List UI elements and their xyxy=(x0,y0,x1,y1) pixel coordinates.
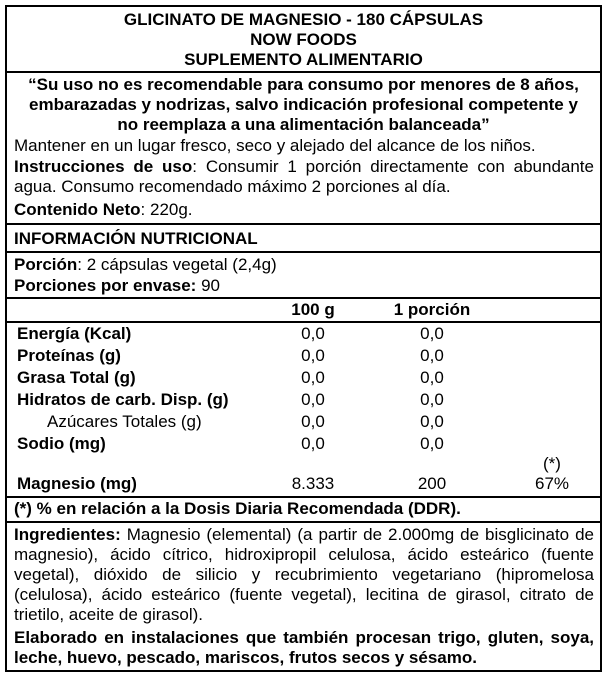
value-portion: 0,0 xyxy=(420,412,444,431)
portion-line xyxy=(7,255,600,275)
nutrient-name: Proteínas (g) xyxy=(17,346,121,365)
warning-text: “Su uso no es recomendable para consumo por menores de 8 años, embarazadas y nodrizas, salvo indicación profesional competente y no reemplaza a una alimentación balanceada” xyxy=(28,75,579,134)
value-ddr: 67% xyxy=(534,474,570,493)
nutrient-name: Sodio (mg) xyxy=(17,434,106,453)
col-100g: 100 g xyxy=(291,300,335,319)
table-row xyxy=(7,411,600,432)
value-portion: 0,0 xyxy=(420,346,444,365)
value-100g: 0,0 xyxy=(301,346,325,365)
value-100g: 0,0 xyxy=(301,368,325,387)
value-100g: 0,0 xyxy=(301,324,325,343)
value-100g: 0,0 xyxy=(301,434,325,453)
table-row xyxy=(7,433,600,454)
nutrition-heading: INFORMACIÓN NUTRICIONAL xyxy=(14,229,258,248)
value-portion: 0,0 xyxy=(420,434,444,453)
instructions-block xyxy=(7,157,600,197)
ingredients-label: Ingredientes: xyxy=(14,525,121,544)
ddr-footnote: (*) % en relación a la Dosis Diaria Recomendada (DDR). xyxy=(14,499,461,518)
nutrition-label xyxy=(5,5,602,672)
net-content xyxy=(7,200,600,220)
supplement-type: SUPLEMENTO ALIMENTARIO xyxy=(184,50,423,69)
table-row xyxy=(7,345,600,366)
brand-name: NOW FOODS xyxy=(250,30,357,49)
product-title: GLICINATO DE MAGNESIO - 180 CÁPSULAS xyxy=(123,10,484,29)
value-100g: 8.333 xyxy=(291,474,335,493)
servings-line xyxy=(7,276,600,296)
value-100g: 0,0 xyxy=(301,390,325,409)
allergen-statement: Elaborado en instalaciones que también procesan trigo, gluten, soya, leche, huevo, pescado, mariscos, frutos secos y sésamo. xyxy=(14,628,594,667)
value-portion: 0,0 xyxy=(420,390,444,409)
portion-label: Porción xyxy=(14,255,78,274)
instructions-text: : Consumir 1 porción directamente con abundante agua. Consumo recomendado máximo 2 porciones al día. xyxy=(14,157,594,196)
col-portion: 1 porción xyxy=(393,300,471,319)
label-header xyxy=(7,10,600,70)
table-row xyxy=(7,389,600,410)
table-row-magnesium xyxy=(7,473,600,494)
value-portion: 200 xyxy=(417,474,447,493)
nutrient-name: Azúcares Totales (g) xyxy=(47,412,202,431)
net-content-value: : 220g. xyxy=(140,200,193,219)
storage-text: Mantener en un lugar fresco, seco y alejado del alcance de los niños. xyxy=(14,136,536,155)
value-portion: 0,0 xyxy=(420,324,444,343)
ingredients-text: Magnesio (elemental) (a partir de 2.000mg de bisglicinato de magnesio), ácido cítrico, hidroxipropil celulosa, ácido esteárico (fuente vegetal), dióxido de silicio y recubrimiento vegetariano (hipromelosa (celulosa), ácido esteárico (fuente vegetal), lecitina de girasol, citrato de trietilo, aceite de girasol). xyxy=(14,525,594,624)
value-portion: 0,0 xyxy=(420,368,444,387)
portion-value: : 2 cápsulas vegetal (2,4g) xyxy=(77,255,277,274)
table-row xyxy=(7,367,600,388)
ddr-mark-row xyxy=(7,453,600,474)
value-100g: 0,0 xyxy=(301,412,325,431)
ingredients-block xyxy=(7,525,600,625)
servings-value: 90 xyxy=(196,276,220,295)
divider xyxy=(7,496,600,498)
divider xyxy=(7,223,600,225)
nutrient-name: Energía (Kcal) xyxy=(17,324,132,343)
net-content-label: Contenido Neto xyxy=(14,200,141,219)
ddr-mark: (*) xyxy=(543,454,561,473)
servings-label: Porciones por envase: xyxy=(14,276,197,295)
table-header xyxy=(7,299,600,320)
divider xyxy=(7,251,600,253)
divider xyxy=(7,71,600,73)
nutrient-name: Magnesio (mg) xyxy=(17,474,137,493)
nutrient-name: Hidratos de carb. Disp. (g) xyxy=(17,390,229,409)
divider xyxy=(7,521,600,523)
table-row xyxy=(7,323,600,344)
instructions-label: Instrucciones de uso xyxy=(14,157,193,176)
nutrient-name: Grasa Total (g) xyxy=(17,368,136,387)
